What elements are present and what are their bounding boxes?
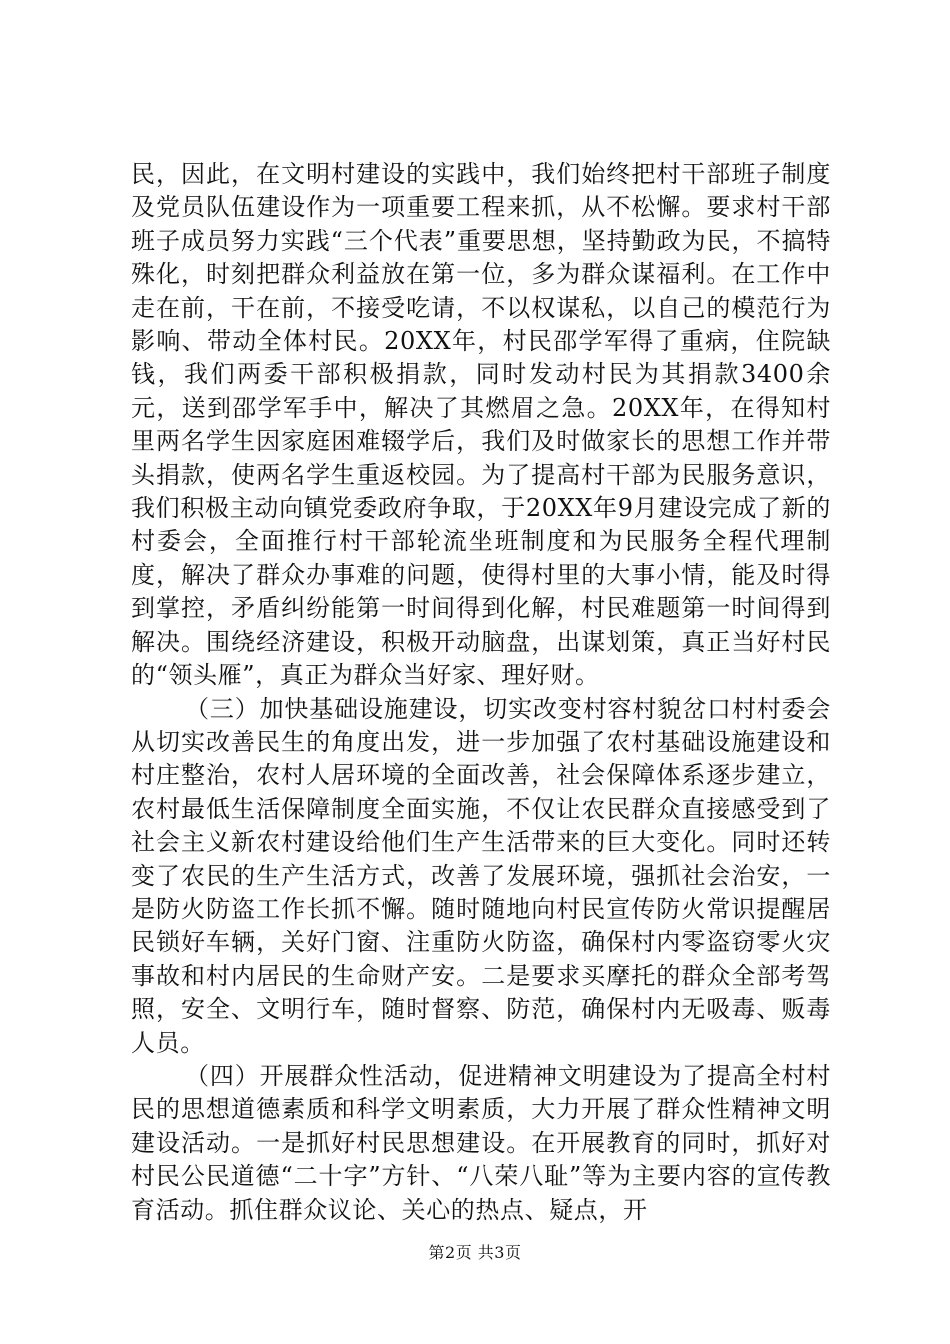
paragraph-infrastructure: （三）加快基础设施建设，切实改变村容村貌岔口村村委会从切实改善民生的角度出发，进一步加强了农村基础设施建设和村庄整治，农村人居环境的全面改善，社会保障体系逐步建立，农村最低生活保障制度全面实施，不仅让农民群众直接感受到了社会主义新农村建设给他们生产生活带来的巨大变化。同时还转变了农民的生产生活方式，改善了发展环境，强抓社会治安，一是防火防盗工作长抓不懈。随时随地向村民宣传防火常识提醒居民锁好车辆，关好门窗、注重防火防盗，确保村内零盗窃零火灾事故和村内居民的生命财产安。二是要求买摩托的群众全部考驾照，安全、文明行车，随时督察、防范，确保村内无吸毒、贩毒人员。 bbox=[131, 694, 831, 1057]
page-number-footer: 第2页 共3页 bbox=[428, 1243, 522, 1262]
paragraph-mass-activities: （四）开展群众性活动，促进精神文明建设为了提高全村村民的思想道德素质和科学文明素质，大力开展了群众性精神文明建设活动。一是抓好村民思想建设。在开展教育的同时，抓好对村民公民道德“二十字”方针、“八荣八耻”等为主要内容的宣传教育活动。抓住群众议论、关心的热点、疑点，开 bbox=[131, 1061, 831, 1224]
paragraph-village-cadres: 民，因此，在文明村建设的实践中，我们始终把村干部班子制度及党员队伍建设作为一项重要工程来抓，从不松懈。要求村干部班子成员努力实践“三个代表”重要思想，坚持勤政为民，不搞特殊化，时刻把群众利益放在第一位，多为群众谋福利。在工作中走在前，干在前，不接受吃请，不以权谋私，以自己的模范行为影响、带动全体村民。20XX年，村民邵学军得了重病，住院缺钱，我们两委干部积极捐款，同时发动村民为其捐款3400余元，送到邵学军手中，解决了其燃眉之急。20XX年，在得知村里两名学生因家庭困难辍学后，我们及时做家长的思想工作并带头捐款，使两名学生重返校园。为了提高村干部为民服务意识，我们积极主动向镇党委政府争取，于20XX年9月建设完成了新的村委会，全面推行村干部轮流坐班制度和为民服务全程代理制度，解决了群众办事难的问题，使得村里的大事小情，能及时得到掌控，矛盾纠纷能第一时间得到化解，村民难题第一时间得到解决。围绕经济建设，积极开动脑盘，出谋划策，真正当好村民的“领头雁”，真正为群众当好家、理好财。 bbox=[131, 160, 831, 690]
document-body bbox=[131, 158, 831, 1227]
